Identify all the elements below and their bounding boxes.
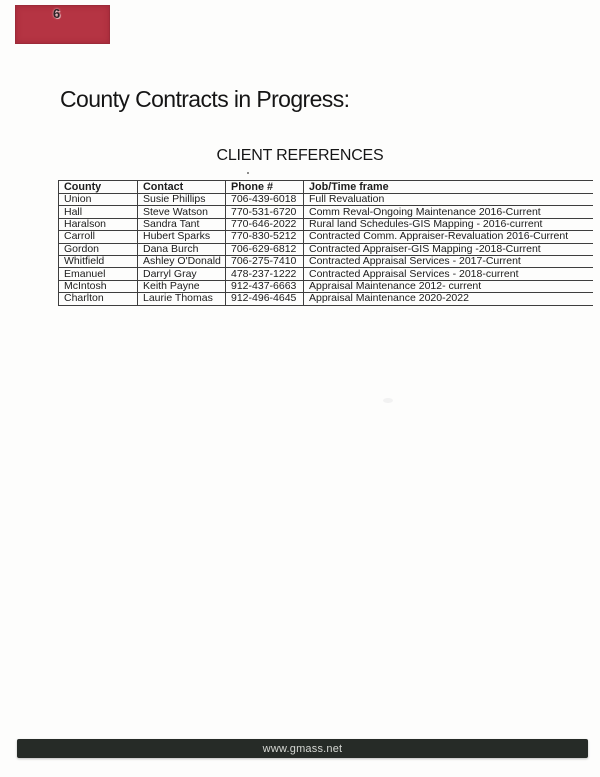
table-row (59, 218, 593, 230)
column-header-phone: Phone # (226, 181, 304, 194)
scan-dot-artifact (247, 172, 249, 174)
table-body (59, 194, 593, 306)
cell-phone: 478-237-1222 (226, 268, 304, 280)
footer-bar (17, 739, 588, 758)
page-number-marker (15, 5, 110, 44)
cell-job-time-frame: Contracted Appraisal Services - 2017-Current (304, 255, 593, 267)
cell-phone: 770-646-2022 (226, 218, 304, 230)
cell-county: McIntosh (59, 280, 138, 292)
cell-phone: 770-531-6720 (226, 206, 304, 218)
cell-county: Gordon (59, 243, 138, 255)
cell-phone: 706-629-6812 (226, 243, 304, 255)
table-row (59, 268, 593, 280)
cell-contact: Keith Payne (138, 280, 226, 292)
cell-job-time-frame: Full Revaluation (304, 194, 593, 206)
table-row (59, 206, 593, 218)
table-row (59, 194, 593, 206)
cell-job-time-frame: Rural land Schedules-GIS Mapping - 2016-current (304, 218, 593, 230)
cell-county: Carroll (59, 231, 138, 243)
cell-county: Charlton (59, 293, 138, 305)
cell-job-time-frame: Appraisal Maintenance 2012- current (304, 280, 593, 292)
cell-phone: 706-439-6018 (226, 194, 304, 206)
cell-job-time-frame: Contracted Appraiser-GIS Mapping -2018-Current (304, 243, 593, 255)
table-header-row (59, 181, 593, 194)
cell-phone: 706-275-7410 (226, 255, 304, 267)
cell-county: Emanuel (59, 268, 138, 280)
cell-county: Whitfield (59, 255, 138, 267)
cell-contact: Sandra Tant (138, 218, 226, 230)
page-title: County Contracts in Progress: (60, 86, 350, 112)
column-header-contact: Contact (138, 181, 226, 194)
cell-phone: 912-496-4645 (226, 293, 304, 305)
table-header (59, 181, 593, 194)
cell-phone: 912-437-6663 (226, 280, 304, 292)
cell-contact: Susie Phillips (138, 194, 226, 206)
cell-contact: Dana Burch (138, 243, 226, 255)
page-number: 6 (53, 6, 61, 21)
column-header-job-time-frame: Job/Time frame (304, 181, 593, 194)
table-row (59, 255, 593, 267)
scan-smudge-artifact (383, 398, 393, 403)
table-row (59, 293, 593, 305)
cell-contact: Laurie Thomas (138, 293, 226, 305)
table-title: CLIENT REFERENCES (216, 147, 384, 164)
cell-county: Haralson (59, 218, 138, 230)
cell-contact: Steve Watson (138, 206, 226, 218)
table-row (59, 243, 593, 255)
column-header-county: County (59, 181, 138, 194)
footer-url: www.gmass.net (262, 742, 343, 755)
cell-job-time-frame: Appraisal Maintenance 2020-2022 (304, 293, 593, 305)
cell-job-time-frame: Contracted Comm. Appraiser-Revaluation 2016-Current (304, 231, 593, 243)
cell-contact: Hubert Sparks (138, 231, 226, 243)
client-references-table (58, 180, 593, 306)
cell-contact: Ashley O'Donald (138, 255, 226, 267)
cell-county: Union (59, 194, 138, 206)
table-row (59, 231, 593, 243)
table-row (59, 280, 593, 292)
cell-job-time-frame: Comm Reval-Ongoing Maintenance 2016-Current (304, 206, 593, 218)
cell-phone: 770-830-5212 (226, 231, 304, 243)
cell-contact: Darryl Gray (138, 268, 226, 280)
cell-county: Hall (59, 206, 138, 218)
cell-job-time-frame: Contracted Appraisal Services - 2018-current (304, 268, 593, 280)
